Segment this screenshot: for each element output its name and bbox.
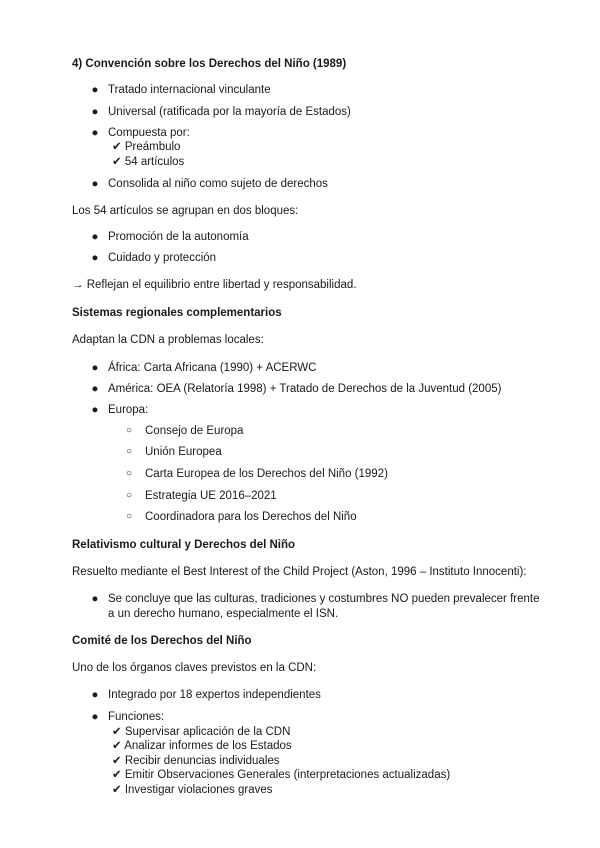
sub-list-item: Consejo de Europa bbox=[145, 425, 244, 437]
bullet-icon: ● bbox=[91, 252, 99, 264]
sub-list-item: Carta Europea de los Derechos del Niño (1992) bbox=[145, 468, 388, 480]
list-item: Europa: bbox=[108, 404, 149, 416]
bullet-icon: ● bbox=[91, 711, 99, 723]
sub-list-item: Estrategia UE 2016–2021 bbox=[145, 490, 277, 502]
check-item: ✔ 54 artículos bbox=[112, 156, 185, 168]
section-heading-relativismo: Relativismo cultural y Derechos del Niño bbox=[72, 539, 296, 551]
section-heading-comite: Comité de los Derechos del Niño bbox=[72, 635, 252, 647]
list-item: Compuesta por: bbox=[108, 127, 190, 139]
paragraph: → Reflejan el equilibrio entre libertad y responsabilidad. bbox=[72, 279, 357, 291]
list-item: Integrado por 18 expertos independientes bbox=[108, 689, 321, 701]
section-heading-sistemas-regionales: Sistemas regionales complementarios bbox=[72, 307, 282, 319]
circle-bullet-icon: ○ bbox=[126, 425, 133, 436]
paragraph: Uno de los órganos claves previstos en la CDN: bbox=[72, 662, 317, 674]
circle-bullet-icon: ○ bbox=[126, 468, 133, 479]
sub-list-item: Unión Europea bbox=[145, 446, 222, 458]
bullet-icon: ● bbox=[91, 362, 99, 374]
list-item: África: Carta Africana (1990) + ACERWC bbox=[108, 362, 317, 374]
bullet-icon: ● bbox=[91, 106, 99, 118]
check-item: ✔ Investigar violaciones graves bbox=[112, 784, 273, 796]
bullet-icon: ● bbox=[91, 383, 99, 395]
bullet-icon: ● bbox=[91, 178, 99, 190]
bullet-icon: ● bbox=[91, 404, 99, 416]
check-item: ✔ Preámbulo bbox=[112, 141, 181, 153]
paragraph: Resuelto mediante el Best Interest of the Child Project (Aston, 1996 – Instituto Innocenti): bbox=[72, 566, 527, 578]
bullet-icon: ● bbox=[91, 127, 99, 139]
list-item: Universal (ratificada por la mayoría de Estados) bbox=[108, 106, 351, 118]
bullet-icon: ● bbox=[91, 689, 99, 701]
list-item: Se concluye que las culturas, tradiciones y costumbres NO pueden prevalecer frente bbox=[108, 593, 540, 605]
list-item: Tratado internacional vinculante bbox=[108, 84, 271, 96]
paragraph: Adaptan la CDN a problemas locales: bbox=[72, 334, 264, 346]
circle-bullet-icon: ○ bbox=[126, 511, 133, 522]
check-item: ✔ Supervisar aplicación de la CDN bbox=[112, 726, 291, 738]
check-item: ✔ Recibir denuncias individuales bbox=[112, 755, 280, 767]
paragraph: Los 54 artículos se agrupan en dos bloques: bbox=[72, 205, 299, 217]
bullet-icon: ● bbox=[91, 231, 99, 243]
list-item: Cuidado y protección bbox=[108, 252, 217, 264]
list-item: Consolida al niño como sujeto de derechos bbox=[108, 178, 328, 190]
list-item: Funciones: bbox=[108, 711, 165, 723]
bullet-icon: ● bbox=[91, 84, 99, 96]
check-item: ✔ Analizar informes de los Estados bbox=[112, 740, 292, 752]
bullet-icon: ● bbox=[91, 593, 99, 605]
list-item: Promoción de la autonomía bbox=[108, 231, 249, 243]
list-item: América: OEA (Relatoría 1998) + Tratado de Derechos de la Juventud (2005) bbox=[108, 383, 502, 395]
list-item-continuation: a un derecho humano, especialmente el ISN. bbox=[108, 608, 339, 620]
section-heading-convencion: 4) Convención sobre los Derechos del Niño (1989) bbox=[72, 58, 347, 70]
check-item: ✔ Emitir Observaciones Generales (interpretaciones actualizadas) bbox=[112, 769, 451, 781]
sub-list-item: Coordinadora para los Derechos del Niño bbox=[145, 511, 357, 523]
circle-bullet-icon: ○ bbox=[126, 446, 133, 457]
circle-bullet-icon: ○ bbox=[126, 490, 133, 501]
